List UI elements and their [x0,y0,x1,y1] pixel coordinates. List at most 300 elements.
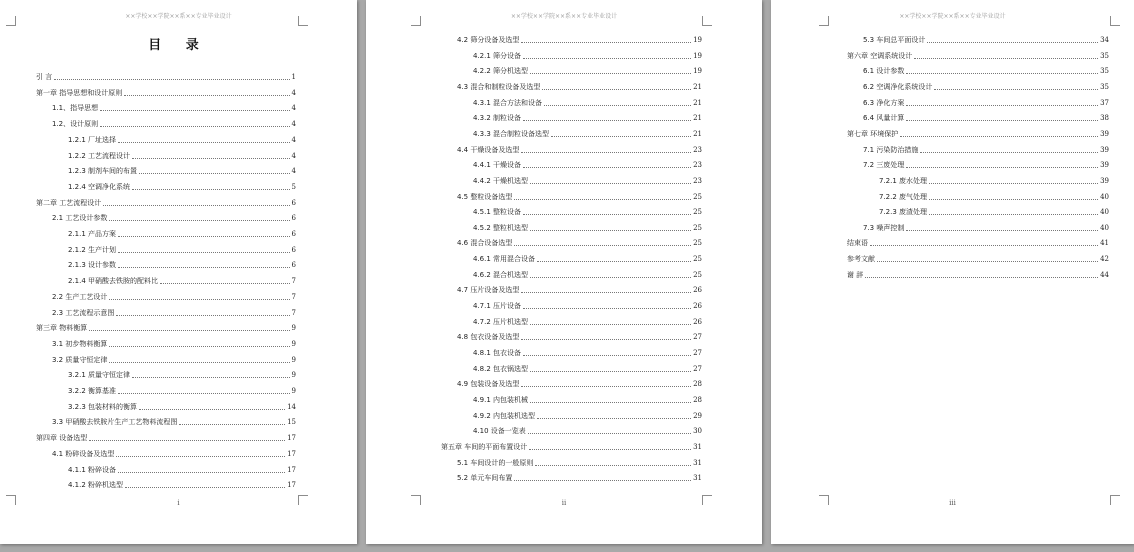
toc-entry[interactable] [52,446,296,459]
toc-entry-title: 第一章 指导思想和设计原则 [36,88,123,97]
toc-entry-title: 7.1 污染防治措施 [863,145,919,154]
toc-entry-page: 17 [287,465,296,474]
toc-entry-title: 1.2.4 空调净化系统 [68,182,131,191]
toc-entry[interactable] [68,477,296,490]
toc-entry[interactable] [52,116,296,129]
dot-leader [929,199,1098,200]
dot-leader [900,136,1098,137]
toc-entry[interactable] [36,320,296,333]
toc-entry[interactable] [863,110,1109,123]
toc-entry[interactable] [457,282,702,295]
toc-entry-page: 34 [1100,36,1109,44]
toc-entry[interactable] [473,204,702,217]
toc-entry[interactable] [68,383,296,396]
toc-entry-title: 第六章 空调系统设计 [847,51,913,60]
toc-entry[interactable] [473,220,702,233]
dot-leader [523,58,691,59]
toc-entry-title: 6.3 净化方案 [863,98,905,107]
toc-entry[interactable] [457,142,702,155]
toc-entry-title: 4.9.2 内包装机选型 [473,411,536,420]
dot-leader [109,299,289,300]
toc-entry-title: 4.3.2 制粒设备 [473,114,522,123]
toc-entry[interactable] [847,48,1109,61]
toc-entry-title: 2.1.3 设计参数 [68,261,117,270]
toc-entry[interactable] [457,455,702,468]
toc-entry[interactable] [52,100,296,113]
toc-entry-page: 21 [693,98,702,107]
dot-leader [118,267,289,268]
dot-leader [870,245,1098,246]
dot-leader [521,292,691,293]
toc-entry[interactable] [473,110,702,123]
toc-entry-title: 4.5.2 整粒机选型 [473,223,529,232]
toc-entry[interactable] [863,220,1109,233]
toc-entry-page: 31 [693,474,702,483]
toc-entry-page: 25 [693,192,702,201]
toc-entry-page: 4 [291,135,296,144]
toc-entry-title: 4.6.1 常用混合设备 [473,255,536,264]
toc-entry-title: 1.2、设计原则 [52,120,99,129]
dot-leader [118,236,289,237]
toc-entry-page: 39 [1100,176,1109,185]
toc-entry-title: 4.7 压片设备及选型 [457,286,520,295]
dot-leader [523,355,691,356]
toc-entry-title: 4.7.2 压片机选型 [473,317,529,326]
toc-entry-page: 9 [291,387,296,395]
dot-leader [927,42,1098,43]
toc-entry[interactable] [879,204,1109,217]
toc-entry-page: 7 [291,277,296,286]
toc-entry-title: 6.4 风量计算 [863,114,905,123]
dot-leader [530,324,691,325]
toc-entry-title: 4.8.2 包衣锅选型 [473,364,529,373]
toc-entry-title: 4.3 混合和制粒设备及选型 [457,82,541,91]
dot-leader [530,371,691,372]
toc-entry-title: 2.1.1 产品方案 [68,230,117,238]
toc-entry-title: 4.5 整粒设备选型 [457,192,513,201]
toc-entry-page: 4 [291,104,296,113]
toc-entry-title: 结束语 [847,239,868,248]
toc-entry[interactable] [847,235,1109,248]
margin-mark [702,16,712,26]
dot-leader [139,173,289,174]
dot-leader [544,105,691,106]
toc-entry-page: 35 [1100,82,1109,91]
toc-entry-page: 6 [291,230,296,238]
toc-entry-page: 40 [1100,223,1109,232]
toc-entry-page: 6 [291,245,296,254]
toc-entry[interactable] [36,85,296,98]
dot-leader [521,42,691,43]
toc-entry-title: 5.3 车间总平面设计 [863,36,926,44]
toc-entry-title: 6.1 设计参数 [863,67,905,76]
toc-entry-page: 19 [693,51,702,60]
toc-entry-page: 39 [1100,145,1109,154]
dot-leader [109,346,289,347]
toc-entry[interactable] [473,251,702,264]
toc-entry[interactable] [473,95,702,108]
toc-entry[interactable] [68,257,296,270]
dot-leader [934,89,1098,90]
toc-entry-page: 25 [693,255,702,264]
dot-leader [528,433,691,434]
toc-entry[interactable] [879,173,1109,186]
toc-entry-page: 27 [693,364,702,373]
toc-entry[interactable] [473,173,702,186]
margin-mark [298,16,308,26]
toc-entry[interactable] [52,210,296,223]
toc-entry[interactable] [473,63,702,76]
dot-leader [537,418,691,419]
toc-entry-page: 23 [693,161,702,170]
toc-entry-title: 4.9.1 内包装机械 [473,395,529,404]
toc-entry-title: 4.2.2 筛分机选型 [473,67,529,76]
dot-leader [929,214,1098,215]
toc-entry[interactable] [863,95,1109,108]
toc-entry-page: 1 [291,73,296,81]
page-number: i [177,499,180,507]
toc-entry-title: 2.1 工艺设计参数 [52,214,108,223]
dot-leader [109,362,289,363]
toc-entry[interactable] [36,195,296,208]
toc-entry-title: 4.4.2 干燥机选型 [473,176,529,185]
toc-entry-title: 3.2.2 衡算基准 [68,387,117,395]
toc-entry-title: 4.2.1 筛分设备 [473,51,522,60]
toc-entry[interactable] [68,399,296,412]
dot-leader [521,386,691,387]
margin-mark [819,16,829,26]
dot-leader [118,142,289,143]
toc-entry-title: 4.5.1 整粒设备 [473,208,522,217]
toc-entry-page: 31 [693,442,702,451]
toc-entry[interactable] [68,163,296,176]
dot-leader [118,252,289,253]
toc-entry[interactable] [68,273,296,286]
toc-entry-page: 4 [291,167,296,176]
dot-leader [542,89,691,90]
dot-leader [514,480,691,481]
dot-leader [54,79,289,80]
dot-leader [529,449,691,450]
toc-entry-page: 19 [693,36,702,44]
toc-entry-page: 28 [693,395,702,404]
toc-title: 目 录 [148,38,209,53]
toc-entry-page: 26 [693,286,702,295]
toc-entry[interactable] [473,423,702,436]
toc-entry-page: 37 [1100,98,1109,107]
page-header: ××学校××学院××系××专业毕业设计 [899,13,1006,20]
dot-leader [160,283,289,284]
toc-entry-title: 4.10 设备一览表 [473,427,526,436]
toc-entry-page: 27 [693,349,702,357]
toc-entry-page: 6 [291,198,296,207]
toc-entry[interactable] [863,63,1109,76]
toc-entry-page: 35 [1100,51,1109,60]
toc-entry[interactable] [847,126,1109,139]
document-page-1 [0,0,357,544]
toc-entry-page: 42 [1100,255,1109,264]
document-page-2 [366,0,762,544]
dot-leader [530,183,691,184]
toc-entry-page: 17 [287,434,296,443]
dot-leader [530,277,691,278]
toc-entry-title: 第四章 设备选型 [36,434,88,443]
toc-entry[interactable] [457,376,702,389]
toc-entry-title: 4.4 干燥设备及选型 [457,145,520,154]
dot-leader [906,120,1098,121]
toc-entry[interactable] [473,48,702,61]
dot-leader [906,167,1098,168]
toc-entry-title: 2.2 生产工艺设计 [52,292,108,301]
toc-entry[interactable] [473,345,702,358]
dot-leader [551,136,691,137]
toc-entry[interactable] [36,430,296,443]
toc-entry-page: 4 [291,151,296,160]
margin-mark [411,16,421,26]
dot-leader [132,377,289,378]
toc-entry[interactable] [68,148,296,161]
toc-entry[interactable] [457,32,702,45]
toc-entry-title: 谢 辞 [847,270,864,279]
dot-leader [521,339,691,340]
dot-leader [523,214,691,215]
dot-leader [118,472,285,473]
toc-entry-title: 4.6 混合设备选型 [457,239,513,248]
dot-leader [125,487,285,488]
toc-entry-title: 5.2 单元车间布置 [457,474,513,483]
dot-leader [530,402,691,403]
dot-leader [89,440,285,441]
toc-entry-page: 30 [693,427,702,436]
toc-entry-title: 4.8.1 包衣设备 [473,349,522,357]
toc-entry-page: 21 [693,82,702,91]
page-header: ××学校××学院××系××专业毕业设计 [125,13,232,20]
dot-leader [514,199,691,200]
toc-entry-page: 28 [693,380,702,389]
dot-leader [523,308,691,309]
toc-entry-page: 4 [291,88,296,97]
toc-entry-title: 3.1 初步物料衡算 [52,339,108,348]
toc-entry-page: 17 [287,449,296,458]
toc-entry[interactable] [473,361,702,374]
dot-leader [89,330,289,331]
toc-entry-title: 4.4.1 干燥设备 [473,161,522,170]
toc-entry-page: 7 [291,292,296,301]
dot-leader [109,220,289,221]
toc-entry-title: 3.2.3 包装材料的衡算 [68,402,138,411]
dot-leader [530,230,691,231]
toc-entry-page: 6 [291,261,296,270]
toc-entry-page: 40 [1100,208,1109,217]
dot-leader [132,158,289,159]
toc-entry-title: 引 言 [36,73,53,81]
toc-entry-title: 7.2 三废处理 [863,161,905,170]
toc-entry-page: 14 [287,402,296,411]
toc-entry[interactable] [863,142,1109,155]
toc-entry[interactable] [68,367,296,380]
toc-entry-page: 7 [291,308,296,317]
toc-entry-title: 2.1.4 甲硝酸去铁胺的配料比 [68,277,159,286]
toc-entry-page: 21 [693,114,702,123]
toc-entry-title: 1.2.2 工艺流程设计 [68,151,131,160]
toc-entry-title: 6.2 空调净化系统设计 [863,82,933,91]
toc-entry-title: 3.2 质量守恒定律 [52,355,108,364]
margin-mark [1110,16,1120,26]
toc-entry-page: 35 [1100,67,1109,76]
toc-entry-title: 4.7.1 压片设备 [473,302,522,311]
toc-entry[interactable] [847,267,1109,280]
toc-entry-title: 5.1 车间设计的一般原则 [457,458,534,467]
toc-entry[interactable] [473,126,702,139]
toc-entry[interactable] [863,157,1109,170]
dot-leader [179,424,285,425]
toc-entry-title: 2.3 工艺流程示意图 [52,308,115,317]
toc-entry-page: 23 [693,176,702,185]
toc-entry-page: 9 [291,371,296,380]
toc-entry-page: 41 [1100,239,1109,248]
toc-entry-title: 第五章 车间的平面布置设计 [441,442,528,451]
toc-entry-page: 17 [287,481,296,490]
dot-leader [523,120,691,121]
toc-entry[interactable] [441,439,702,452]
toc-entry[interactable] [457,79,702,92]
dot-leader [116,315,289,316]
toc-entry-title: 7.2.2 废气处理 [879,192,928,201]
dot-leader [530,73,691,74]
dot-leader [116,456,285,457]
dot-leader [929,183,1098,184]
toc-entry-title: 第三章 物料衡算 [36,324,88,333]
toc-entry-title: 4.3.3 混合制粒设备选型 [473,129,550,138]
toc-entry-page: 39 [1100,129,1109,138]
dot-leader [100,110,289,111]
dot-leader [523,167,691,168]
toc-entry[interactable] [473,157,702,170]
toc-entry-page: 39 [1100,161,1109,170]
toc-entry-page: 9 [291,339,296,348]
toc-entry-page: 25 [693,208,702,217]
toc-entry[interactable] [473,267,702,280]
dot-leader [906,230,1098,231]
toc-entry[interactable] [52,305,296,318]
dot-leader [139,409,285,410]
dot-leader [537,261,691,262]
toc-entry-page: 19 [693,67,702,76]
toc-entry[interactable] [68,242,296,255]
toc-entry-page: 38 [1100,114,1109,123]
toc-entry[interactable] [52,414,296,427]
toc-entry-title: 4.8 包衣设备及选型 [457,333,520,342]
dot-leader [906,73,1098,74]
dot-leader [877,261,1098,262]
dot-leader [132,189,289,190]
toc-entry-title: 2.1.2 生产计划 [68,245,117,254]
toc-entry[interactable] [52,336,296,349]
toc-entry-page: 6 [291,214,296,223]
toc-entry[interactable] [847,251,1109,264]
toc-entry-page: 4 [291,120,296,129]
toc-entry[interactable] [68,132,296,145]
toc-entry[interactable] [52,289,296,302]
toc-entry-title: 3.2.1 质量守恒定律 [68,371,131,380]
page-header: ××学校××学院××系××专业毕业设计 [510,13,618,20]
toc-entry-page: 23 [693,145,702,154]
toc-entry[interactable] [879,189,1109,202]
margin-mark [6,16,16,26]
dot-leader [535,465,691,466]
toc-entry[interactable] [473,298,702,311]
toc-entry-page: 26 [693,302,702,311]
toc-entry-page: 25 [693,223,702,232]
toc-entry-title: 4.2 筛分设备及选型 [457,36,520,44]
dot-leader [914,58,1098,59]
dot-leader [118,393,289,394]
dot-leader [124,95,289,96]
toc-entry[interactable] [68,462,296,475]
toc-entry-title: 参考文献 [847,255,875,264]
toc-entry-page: 27 [693,333,702,342]
toc-entry[interactable] [68,226,296,239]
toc-entry[interactable] [473,392,702,405]
toc-entry[interactable] [36,69,296,82]
toc-entry-title: 4.6.2 混合机选型 [473,270,529,279]
dot-leader [906,105,1098,106]
toc-entry-title: 7.2.3 废渣处理 [879,208,928,217]
toc-entry[interactable] [473,408,702,421]
toc-entry-page: 5 [291,182,296,191]
toc-entry-title: 4.1 粉碎设备及选型 [52,449,115,458]
toc-entry[interactable] [52,352,296,365]
toc-entry[interactable] [863,79,1109,92]
toc-entry-title: 7.2.1 废水处理 [879,176,928,185]
dot-leader [521,152,691,153]
dot-leader [920,152,1098,153]
toc-entry-title: 1.1、指导思想 [52,104,99,113]
toc-entry-title: 第二章 工艺流程设计 [36,198,102,207]
toc-entry-page: 9 [291,355,296,364]
toc-entry-page: 40 [1100,192,1109,201]
toc-entry[interactable] [457,470,702,483]
dot-leader [865,277,1098,278]
toc-entry-title: 1.2.1 厂址选择 [68,135,117,144]
document-page-3 [771,0,1134,544]
toc-entry-page: 26 [693,317,702,326]
toc-entry-page: 25 [693,239,702,248]
toc-entry[interactable] [457,235,702,248]
toc-entry-page: 29 [693,411,702,420]
toc-entry[interactable] [457,329,702,342]
page-number: ii [561,499,567,507]
toc-entry-title: 4.1.2 粉碎机选型 [68,481,124,490]
toc-entry[interactable] [863,32,1109,45]
toc-entry-title: 4.3.1 混合方法和设备 [473,98,543,107]
toc-entry-page: 31 [693,458,702,467]
dot-leader [103,205,289,206]
toc-entry-page: 44 [1100,270,1109,279]
toc-entry-page: 25 [693,270,702,279]
toc-entry-title: 4.9 包装设备及选型 [457,380,520,389]
toc-entry[interactable] [457,189,702,202]
toc-entry[interactable] [68,179,296,192]
page-number: iii [949,499,956,507]
toc-entry-page: 15 [287,418,296,427]
toc-entry[interactable] [473,314,702,327]
toc-entry-title: 1.2.3 制剂车间的布置 [68,167,138,176]
toc-entry-page: 21 [693,129,702,138]
dot-leader [100,126,289,127]
toc-entry-title: 3.3 甲硝酸去铁胺片生产工艺物料流程图 [52,418,178,427]
dot-leader [514,245,691,246]
